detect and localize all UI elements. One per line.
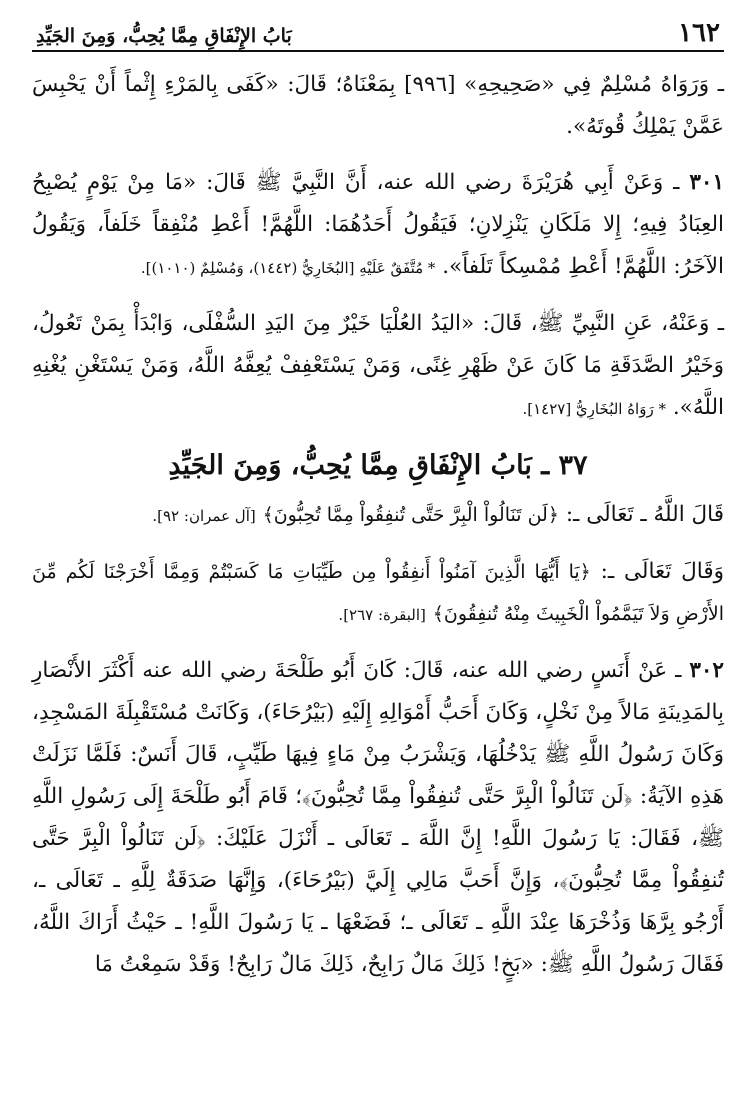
paragraph-text: ـ وَرَوَاهُ مُسْلِمٌ فِي «صَحِيحِهِ» [٩٩٦] بِمَعْنَاهُ؛ قَالَ: «كَفَى بِالمَرْءِ إِثْماً أَنْ يَحْبِسَ عَمَّنْ يَمْلِكُ قُوتَهُ». <box>32 72 724 139</box>
hadith-301 <box>32 162 724 289</box>
page-content <box>32 52 724 986</box>
hadith-number: ٣٠٢ <box>689 658 724 683</box>
page-number: ١٦٢ <box>678 18 720 48</box>
chapter-title: ٣٧ ـ بَابُ الإِنْفَاقِ مِمَّا يُحِبُّ، وَمِنَ الجَيِّدِ <box>168 450 588 481</box>
verse-lead: قَالَ اللَّهُ ـ تَعَالَى ـ: <box>565 502 724 527</box>
quran-verse: ﴿لَن تَنَالُواْ الْبِرَّ حَتَّى تُنفِقُواْ مِمَّا تُحِبُّونَ﴾ <box>262 504 559 526</box>
hadith-number: ٣٠١ <box>689 170 724 195</box>
running-title: بَابُ الإِنْفَاقِ مِمَّا يُحِبُّ، وَمِنَ الجَيِّدِ <box>36 25 292 47</box>
paragraph-muslim-narration <box>32 64 724 148</box>
hadith-reference: * مُتَّفَقٌ عَلَيْهِ [البُخَارِيُّ (١٤٤٢)، وَمُسْلِمٌ (١٠١٠)]. <box>140 259 436 277</box>
verse-paragraph-1 <box>32 494 724 537</box>
quran-verse: ﴿يَا أَيُّهَا الَّذِينَ آمَنُواْ أَنفِقُواْ مِن طَيِّبَاتِ مَا كَسَبْتُمْ وَمِمَّا أَخْرَجْنَا لَكُم مِّنَ الأَرْضِ وَلاَ تَيَمَّمُواْ الْخَبِيثَ مِنْهُ تُنفِقُونَ﴾ <box>32 561 724 625</box>
hadith-reference: * رَوَاهُ البُخَارِيُّ [١٤٢٧]. <box>522 400 666 418</box>
hadith-upper-hand <box>32 303 724 430</box>
hadith-text: ـ وَعَنْهُ، عَنِ النَّبِيِّ ﷺ، قَالَ: «اليَدُ العُلْيَا خَيْرٌ مِنَ اليَدِ السُّفْلَى، وَابْدَأْ بِمَنْ تَعُولُ، وَخَيْرُ الصَّدَقَةِ مَا كَانَ عَنْ ظَهْرِ غِنًى، وَمَنْ يَسْتَعْفِفْ يُعِفَّهُ اللَّهُ، وَمَنْ يَسْتَغْنِ يُغْنِهِ اللَّهُ». <box>32 311 724 420</box>
hadith-302 <box>32 650 724 986</box>
verse-lead: وَقَالَ تَعَالَى ـ: <box>600 559 724 584</box>
page-header <box>32 12 724 52</box>
verse-reference: [آل عمران: ٩٢]. <box>152 507 256 525</box>
verse-reference: [البقرة: ٢٦٧]. <box>338 606 426 624</box>
hadith-text: ـ وَعَنْ أَبِي هُرَيْرَةَ رضي الله عنه، أَنَّ النَّبِيَّ ﷺ قَالَ: «مَا مِنْ يَوْمٍ يُصْبِحُ العِبَادُ فِيهِ؛ إِلا مَلَكَانِ يَنْزِلانِ؛ فَيَقُولُ أَحَدُهُمَا: اللَّهُمَّ! أَعْطِ مُنْفِقاً خَلَفاً، وَيَقُولُ الآخَرُ: اللَّهُمَّ! أَعْطِ مُمْسِكاً تَلَفاً». <box>32 170 724 279</box>
hadith-text: ـ عَنْ أَنَسٍ رضي الله عنه، قَالَ: كَانَ أَبُو طَلْحَةَ رضي الله عنه أَكْثَرَ الأَنْصَارِ بِالمَدِينَةِ مَالاً مِنْ نَخْلٍ، وَكَانَ أَحَبُّ أَمْوَالِهِ إِلَيْهِ (بَيْرُحَاءَ)، وَكَانَتْ مُسْتَقْبِلَةَ المَسْجِدِ، وَكَانَ رَسُولُ اللَّهِ ﷺ يَدْخُلُهَا، وَيَشْرَبُ مِنْ مَاءٍ فِيهَا طَيِّبٍ، قَالَ أَنَسٌ: فَلَمَّا نَزَلَتْ هَذِهِ الآيَةُ: ﴿لَن تَنَالُواْ الْبِرَّ حَتَّى تُنفِقُواْ مِمَّا تُحِبُّونَ﴾؛ قَامَ أَبُو طَلْحَةَ إِلَى رَسُولِ اللَّهِ ﷺ، فَقَالَ: يَا رَسُولَ اللَّهِ! إِنَّ اللَّهَ ـ تَعَالَى ـ أَنْزَلَ عَلَيْكَ: ﴿لَن تَنَالُواْ الْبِرَّ حَتَّى تُنفِقُواْ مِمَّا تُحِبُّونَ﴾، وَإِنَّ أَحَبَّ مَالِي إِلَيَّ (بَيْرُحَاءَ)، وَإِنَّهَا صَدَقَةٌ لِلَّهِ ـ تَعَالَى ـ، أَرْجُو بِرَّهَا وَذُخْرَهَا عِنْدَ اللَّهِ ـ تَعَالَى ـ؛ فَضَعْهَا ـ يَا رَسُولَ اللَّهِ! ـ حَيْثُ أَرَاكَ اللَّهُ، فَقَالَ رَسُولُ اللَّهِ ﷺ: «بَخٍ! ذَلِكَ مَالٌ رَابِحٌ، ذَلِكَ مَالٌ رَابِحٌ! وَقَدْ سَمِعْتُ مَا <box>32 658 724 977</box>
verse-paragraph-2 <box>32 551 724 636</box>
